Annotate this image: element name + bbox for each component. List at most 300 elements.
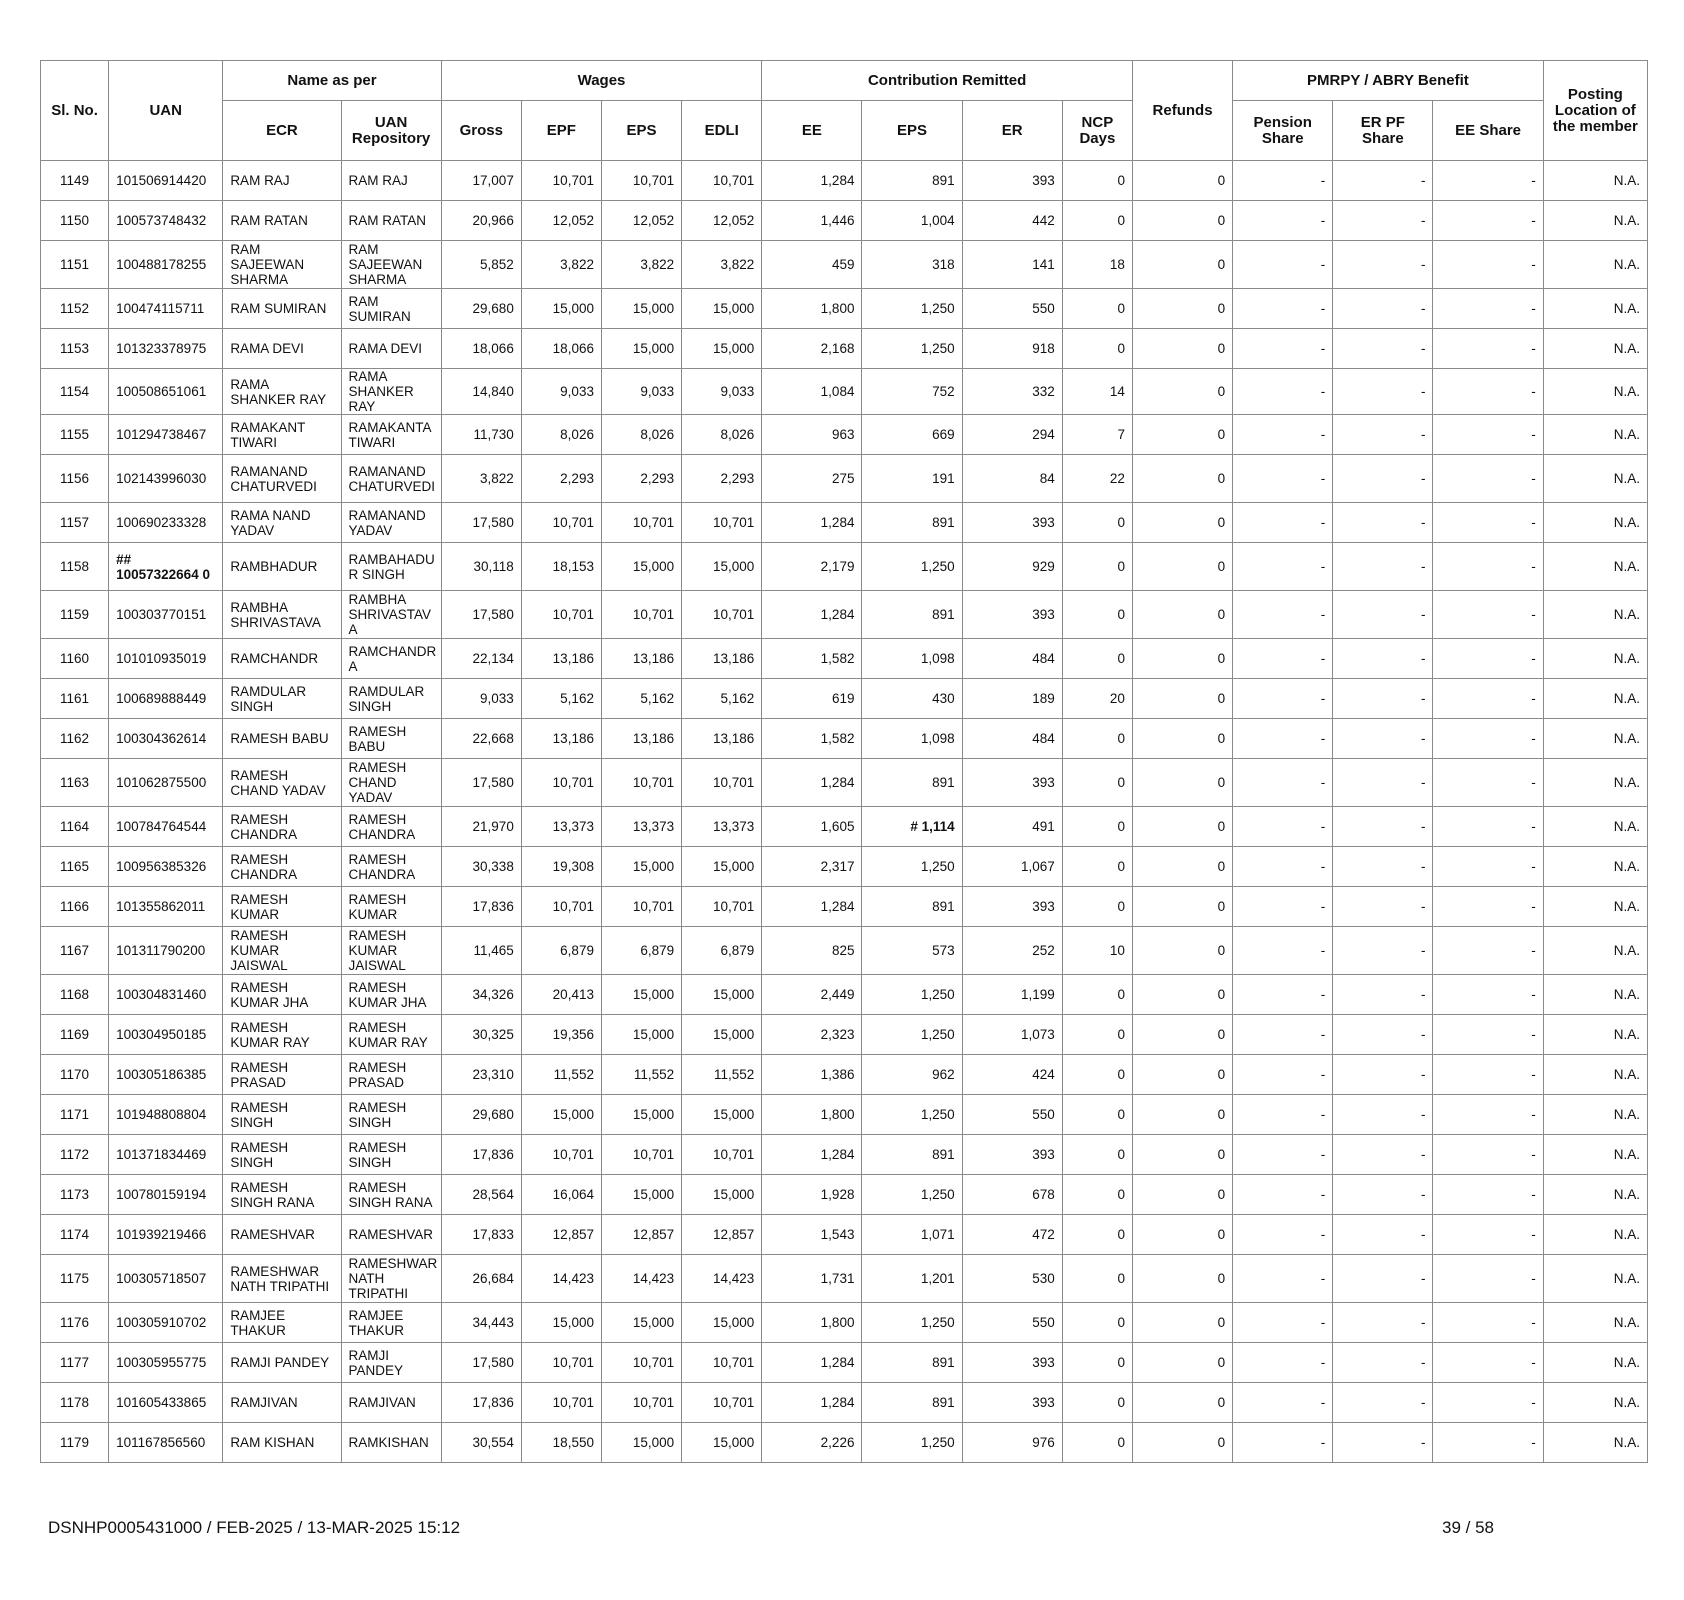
er-pf-share-cell: - [1333,1383,1433,1423]
table-row [41,1255,1648,1303]
er-contribution-cell: 678 [962,1175,1062,1215]
sl-no-header: Sl. No. [41,61,109,161]
repository-name-cell: RAMESH CHANDRA [341,847,441,887]
edli-wages-cell: 9,033 [682,369,762,415]
epf-wages-cell: 10,701 [521,161,601,201]
posting-location-cell: N.A. [1543,719,1647,759]
uan-cell: 101311790200 [109,927,223,975]
uan-cell: 100784764544 [109,807,223,847]
posting-location-cell: N.A. [1543,1383,1647,1423]
eps-contribution-cell: 1,250 [862,1095,962,1135]
er-contribution-cell: 472 [962,1215,1062,1255]
posting-location-cell: N.A. [1543,289,1647,329]
eps-contribution-cell: 1,250 [862,289,962,329]
repository-name-cell: RAMESH BABU [341,719,441,759]
ee-share-cell: - [1433,887,1543,927]
ecr-name-cell: RAMESHVAR [223,1215,341,1255]
posting-location-cell: N.A. [1543,201,1647,241]
sl-no-cell: 1158 [41,543,109,591]
ee-contribution-cell: 1,284 [762,1135,862,1175]
ncp-days-cell: 0 [1062,161,1132,201]
eps-contribution-cell: 1,250 [862,543,962,591]
gross-wages-cell: 17,007 [441,161,521,201]
ecr-name-cell: RAM KISHAN [223,1423,341,1463]
er-pf-share-cell: - [1333,639,1433,679]
er-pf-share-cell: - [1333,329,1433,369]
epf-wages-cell: 13,186 [521,719,601,759]
posting-location-cell: N.A. [1543,241,1647,289]
edli-wages-cell: 10,701 [682,1343,762,1383]
posting-location-cell: N.A. [1543,887,1647,927]
table-row [41,1015,1648,1055]
sl-no-cell: 1162 [41,719,109,759]
uan-cell: 100573748432 [109,201,223,241]
er-contribution-cell: 189 [962,679,1062,719]
er-contribution-cell: 393 [962,1135,1062,1175]
ee-contribution-cell: 825 [762,927,862,975]
er-pf-share-cell: - [1333,1255,1433,1303]
refunds-cell: 0 [1132,1135,1232,1175]
epf-wages-cell: 5,162 [521,679,601,719]
table-row [41,639,1648,679]
ncp-days-cell: 0 [1062,1215,1132,1255]
epf-wages-cell: 18,066 [521,329,601,369]
gross-wages-cell: 17,580 [441,503,521,543]
uan-cell: 100508651061 [109,369,223,415]
gross-wages-cell: 14,840 [441,369,521,415]
ee-contribution-cell: 2,226 [762,1423,862,1463]
uan-cell: 101371834469 [109,1135,223,1175]
pension-share-cell: - [1233,455,1333,503]
pension-share-cell: - [1233,975,1333,1015]
uan-cell: 100689888449 [109,679,223,719]
table-row [41,369,1648,415]
ee-contribution-cell: 1,446 [762,201,862,241]
er-pf-share-cell: - [1333,1055,1433,1095]
er-pf-share-cell: - [1333,1303,1433,1343]
edli-wages-cell: 13,186 [682,719,762,759]
uan-repo-header: UAN Repository [341,101,441,161]
ecr-header: ECR [223,101,341,161]
er-pf-share-cell: - [1333,415,1433,455]
er-pf-share-cell: - [1333,455,1433,503]
sl-no-cell: 1152 [41,289,109,329]
table-row [41,415,1648,455]
ee-contribution-cell: 1,084 [762,369,862,415]
ee-share-cell: - [1433,161,1543,201]
ee-share-cell: - [1433,1015,1543,1055]
ecr-name-cell: RAMESH KUMAR [223,887,341,927]
posting-location-cell: N.A. [1543,591,1647,639]
posting-location-cell: N.A. [1543,639,1647,679]
er-pf-share-cell: - [1333,241,1433,289]
pension-share-cell: - [1233,1135,1333,1175]
er-contribution-cell: 393 [962,887,1062,927]
refunds-cell: 0 [1132,201,1232,241]
gross-wages-cell: 21,970 [441,807,521,847]
eps-contribution-cell: 1,250 [862,329,962,369]
epf-wages-cell: 10,701 [521,759,601,807]
posting-location-cell: N.A. [1543,455,1647,503]
edli-wages-cell: 15,000 [682,847,762,887]
er-pf-share-cell: - [1333,807,1433,847]
sl-no-cell: 1153 [41,329,109,369]
uan-cell: 100956385326 [109,847,223,887]
posting-location-cell: N.A. [1543,503,1647,543]
ee-contribution-cell: 2,168 [762,329,862,369]
table-row [41,807,1648,847]
pension-share-cell: - [1233,1423,1333,1463]
sl-no-cell: 1174 [41,1215,109,1255]
gross-wages-cell: 29,680 [441,1095,521,1135]
ecr-name-cell: RAMESH SINGH [223,1135,341,1175]
ncp-days-cell: 0 [1062,719,1132,759]
uan-cell: 101062875500 [109,759,223,807]
eps-wages-cell: 10,701 [601,591,681,639]
ee-share-cell: - [1433,847,1543,887]
sl-no-cell: 1173 [41,1175,109,1215]
table-row [41,679,1648,719]
pension-share-cell: - [1233,639,1333,679]
ee-share-cell: - [1433,1215,1543,1255]
sl-no-cell: 1171 [41,1095,109,1135]
eps-wages-cell: 15,000 [601,1015,681,1055]
table-row [41,201,1648,241]
ee-contribution-cell: 963 [762,415,862,455]
uan-cell: 101605433865 [109,1383,223,1423]
refunds-cell: 0 [1132,1095,1232,1135]
sl-no-cell: 1179 [41,1423,109,1463]
ecr-name-cell: RAMA NAND YADAV [223,503,341,543]
gross-wages-cell: 30,118 [441,543,521,591]
ee-header: EE [762,101,862,161]
refunds-cell: 0 [1132,927,1232,975]
posting-location-cell: N.A. [1543,1255,1647,1303]
gross-wages-cell: 17,833 [441,1215,521,1255]
epf-wages-cell: 18,550 [521,1423,601,1463]
repository-name-cell: RAMANAND YADAV [341,503,441,543]
edli-wages-cell: 11,552 [682,1055,762,1095]
ee-share-cell: - [1433,927,1543,975]
pension-share-cell: - [1233,1255,1333,1303]
ee-share-cell: - [1433,759,1543,807]
table-row [41,289,1648,329]
repository-name-cell: RAMJI PANDEY [341,1343,441,1383]
gross-wages-cell: 28,564 [441,1175,521,1215]
ncp-days-cell: 0 [1062,1423,1132,1463]
eps-wages-cell: 15,000 [601,329,681,369]
eps-contribution-cell: 318 [862,241,962,289]
edli-wages-cell: 10,701 [682,759,762,807]
posting-location-cell: N.A. [1543,975,1647,1015]
edli-wages-cell: 12,857 [682,1215,762,1255]
sl-no-cell: 1164 [41,807,109,847]
gross-wages-cell: 9,033 [441,679,521,719]
ncp-days-cell: 0 [1062,329,1132,369]
eps-wages-cell: 11,552 [601,1055,681,1095]
er-contribution-cell: 550 [962,1303,1062,1343]
posting-location-cell: N.A. [1543,1015,1647,1055]
sl-no-cell: 1155 [41,415,109,455]
eps-wages-cell: 15,000 [601,289,681,329]
er-contribution-cell: 1,199 [962,975,1062,1015]
epf-wages-cell: 20,413 [521,975,601,1015]
ee-contribution-cell: 1,284 [762,161,862,201]
er-pf-share-cell: - [1333,1135,1433,1175]
eps-wages-cell: 9,033 [601,369,681,415]
ee-contribution-cell: 2,317 [762,847,862,887]
repository-name-cell: RAMBAHADU R SINGH [341,543,441,591]
sl-no-cell: 1159 [41,591,109,639]
refunds-cell: 0 [1132,241,1232,289]
epf-wages-cell: 8,026 [521,415,601,455]
ee-share-cell: - [1433,543,1543,591]
eps-contribution-cell: 573 [862,927,962,975]
er-contribution-cell: 424 [962,1055,1062,1095]
ee-contribution-cell: 2,323 [762,1015,862,1055]
gross-wages-cell: 30,325 [441,1015,521,1055]
er-contribution-cell: 918 [962,329,1062,369]
edli-wages-cell: 15,000 [682,1175,762,1215]
sl-no-cell: 1168 [41,975,109,1015]
epf-wages-cell: 9,033 [521,369,601,415]
ecr-name-cell: RAMA DEVI [223,329,341,369]
uan-cell: 100690233328 [109,503,223,543]
eps-wages-cell: 13,186 [601,639,681,679]
uan-cell: ## 10057322664 0 [109,543,223,591]
posting-location-cell: N.A. [1543,679,1647,719]
refunds-cell: 0 [1132,329,1232,369]
ecr-name-cell: RAMAKANT TIWARI [223,415,341,455]
er-contribution-cell: 393 [962,161,1062,201]
posting-header: Posting Location of the member [1543,61,1647,161]
posting-location-cell: N.A. [1543,1175,1647,1215]
er-pf-share-cell: - [1333,679,1433,719]
repository-name-cell: RAMAKANTA TIWARI [341,415,441,455]
gross-wages-cell: 34,326 [441,975,521,1015]
edli-wages-cell: 10,701 [682,887,762,927]
name-as-per-header: Name as per [223,61,441,101]
ncp-days-cell: 0 [1062,289,1132,329]
refunds-cell: 0 [1132,887,1232,927]
eps-wages-cell: 10,701 [601,759,681,807]
edli-wages-cell: 13,186 [682,639,762,679]
eps-contribution-cell: 1,250 [862,847,962,887]
wages-header: Wages [441,61,762,101]
eps-contribution-cell: 1,098 [862,639,962,679]
uan-cell: 100303770151 [109,591,223,639]
repository-name-cell: RAMESH SINGH [341,1095,441,1135]
er-contribution-cell: 1,073 [962,1015,1062,1055]
pension-share-cell: - [1233,415,1333,455]
eps-wages-cell: 13,186 [601,719,681,759]
repository-name-cell: RAMESH KUMAR JAISWAL [341,927,441,975]
uan-cell: 100305910702 [109,1303,223,1343]
refunds-cell: 0 [1132,1055,1232,1095]
ee-contribution-cell: 1,284 [762,887,862,927]
table-row [41,503,1648,543]
posting-location-cell: N.A. [1543,369,1647,415]
edli-wages-cell: 15,000 [682,1303,762,1343]
uan-cell: 101323378975 [109,329,223,369]
table-row [41,329,1648,369]
repository-name-cell: RAMESH KUMAR RAY [341,1015,441,1055]
uan-cell: 100304831460 [109,975,223,1015]
gross-wages-cell: 17,580 [441,759,521,807]
edli-wages-cell: 14,423 [682,1255,762,1303]
pension-share-cell: - [1233,201,1333,241]
table-row [41,591,1648,639]
refunds-cell: 0 [1132,639,1232,679]
pension-share-cell: - [1233,329,1333,369]
ecr-name-cell: RAMBHA SHRIVASTAVA [223,591,341,639]
ecr-name-cell: RAMDULAR SINGH [223,679,341,719]
pension-share-cell: - [1233,927,1333,975]
repository-name-cell: RAMESH PRASAD [341,1055,441,1095]
ecr-name-cell: RAMJEE THAKUR [223,1303,341,1343]
ncp-days-cell: 0 [1062,1015,1132,1055]
ee-contribution-cell: 1,928 [762,1175,862,1215]
eps-wages-cell: 10,701 [601,1135,681,1175]
edli-wages-cell: 15,000 [682,543,762,591]
posting-location-cell: N.A. [1543,329,1647,369]
ee-contribution-cell: 1,543 [762,1215,862,1255]
eps-contribution-cell: 962 [862,1055,962,1095]
repository-name-cell: RAMANAND CHATURVEDI [341,455,441,503]
edli-wages-cell: 3,822 [682,241,762,289]
table-body [41,161,1648,1463]
ecr-name-cell: RAMESH KUMAR RAY [223,1015,341,1055]
epf-wages-cell: 19,308 [521,847,601,887]
edli-wages-cell: 6,879 [682,927,762,975]
table-row [41,1095,1648,1135]
er-contribution-cell: 393 [962,759,1062,807]
refunds-cell: 0 [1132,289,1232,329]
table-row [41,1135,1648,1175]
ee-contribution-cell: 1,800 [762,1095,862,1135]
repository-name-cell: RAMJEE THAKUR [341,1303,441,1343]
edli-wages-cell: 15,000 [682,1423,762,1463]
sl-no-cell: 1175 [41,1255,109,1303]
posting-location-cell: N.A. [1543,1095,1647,1135]
uan-cell: 100474115711 [109,289,223,329]
epf-wages-cell: 19,356 [521,1015,601,1055]
refunds-cell: 0 [1132,415,1232,455]
er-contribution-cell: 141 [962,241,1062,289]
er-pf-share-cell: - [1333,759,1433,807]
gross-wages-cell: 5,852 [441,241,521,289]
refunds-cell: 0 [1132,807,1232,847]
uan-cell: 102143996030 [109,455,223,503]
pension-share-cell: - [1233,759,1333,807]
eps-wages-cell: 8,026 [601,415,681,455]
posting-location-cell: N.A. [1543,1423,1647,1463]
table-row [41,1383,1648,1423]
ee-share-cell: - [1433,807,1543,847]
ee-share-cell: - [1433,639,1543,679]
edli-wages-cell: 10,701 [682,503,762,543]
repository-name-cell: RAMESH CHAND YADAV [341,759,441,807]
ee-share-cell: - [1433,975,1543,1015]
gross-wages-cell: 3,822 [441,455,521,503]
edli-wages-cell: 10,701 [682,1135,762,1175]
posting-location-cell: N.A. [1543,415,1647,455]
pension-share-cell: - [1233,369,1333,415]
posting-location-cell: N.A. [1543,927,1647,975]
ee-contribution-cell: 1,284 [762,1343,862,1383]
ee-contribution-cell: 2,449 [762,975,862,1015]
ncp-days-cell: 0 [1062,1175,1132,1215]
refunds-cell: 0 [1132,1255,1232,1303]
ee-contribution-cell: 1,800 [762,289,862,329]
ecr-name-cell: RAM SAJEEWAN SHARMA [223,241,341,289]
refunds-cell: 0 [1132,1303,1232,1343]
ee-contribution-cell: 1,386 [762,1055,862,1095]
eps-contribution-cell: 752 [862,369,962,415]
ncp-days-cell: 0 [1062,1095,1132,1135]
repository-name-cell: RAM SAJEEWAN SHARMA [341,241,441,289]
er-contribution-cell: 530 [962,1255,1062,1303]
ee-contribution-cell: 459 [762,241,862,289]
eps-contribution-cell: 669 [862,415,962,455]
er-pf-share-cell: - [1333,289,1433,329]
ncp-days-cell: 0 [1062,1303,1132,1343]
er-pf-share-cell: - [1333,543,1433,591]
repository-name-cell: RAMESH KUMAR [341,887,441,927]
refunds-cell: 0 [1132,591,1232,639]
ncp-days-cell: 0 [1062,759,1132,807]
er-contribution-cell: 393 [962,503,1062,543]
ee-share-cell: - [1433,591,1543,639]
ee-share-cell: - [1433,1303,1543,1343]
pension-share-cell: - [1233,1383,1333,1423]
epf-wages-cell: 18,153 [521,543,601,591]
er-pf-share-cell: - [1333,847,1433,887]
eps-wages-cell: 5,162 [601,679,681,719]
sl-no-cell: 1170 [41,1055,109,1095]
ecr-name-cell: RAMESH BABU [223,719,341,759]
sl-no-cell: 1151 [41,241,109,289]
table-row [41,759,1648,807]
table-row [41,975,1648,1015]
ee-share-cell: - [1433,1343,1543,1383]
er-contribution-cell: 442 [962,201,1062,241]
refunds-cell: 0 [1132,719,1232,759]
gross-wages-cell: 30,338 [441,847,521,887]
er-pf-share-cell: - [1333,1175,1433,1215]
epf-wages-cell: 15,000 [521,289,601,329]
sl-no-cell: 1150 [41,201,109,241]
uan-cell: 100304950185 [109,1015,223,1055]
er-header: ER [962,101,1062,161]
er-pf-share-cell: - [1333,161,1433,201]
epf-wages-cell: 10,701 [521,887,601,927]
pension-share-cell: - [1233,1175,1333,1215]
table-row [41,241,1648,289]
ecr-name-cell: RAMESH CHANDRA [223,807,341,847]
edli-wages-cell: 15,000 [682,289,762,329]
eps-contribution-cell: 1,004 [862,201,962,241]
ee-share-cell: - [1433,201,1543,241]
table-row [41,927,1648,975]
refunds-cell: 0 [1132,847,1232,887]
sl-no-cell: 1165 [41,847,109,887]
repository-name-cell: RAMDULAR SINGH [341,679,441,719]
posting-location-cell: N.A. [1543,807,1647,847]
refunds-cell: 0 [1132,975,1232,1015]
ee-share-cell: - [1433,719,1543,759]
epf-wages-cell: 11,552 [521,1055,601,1095]
